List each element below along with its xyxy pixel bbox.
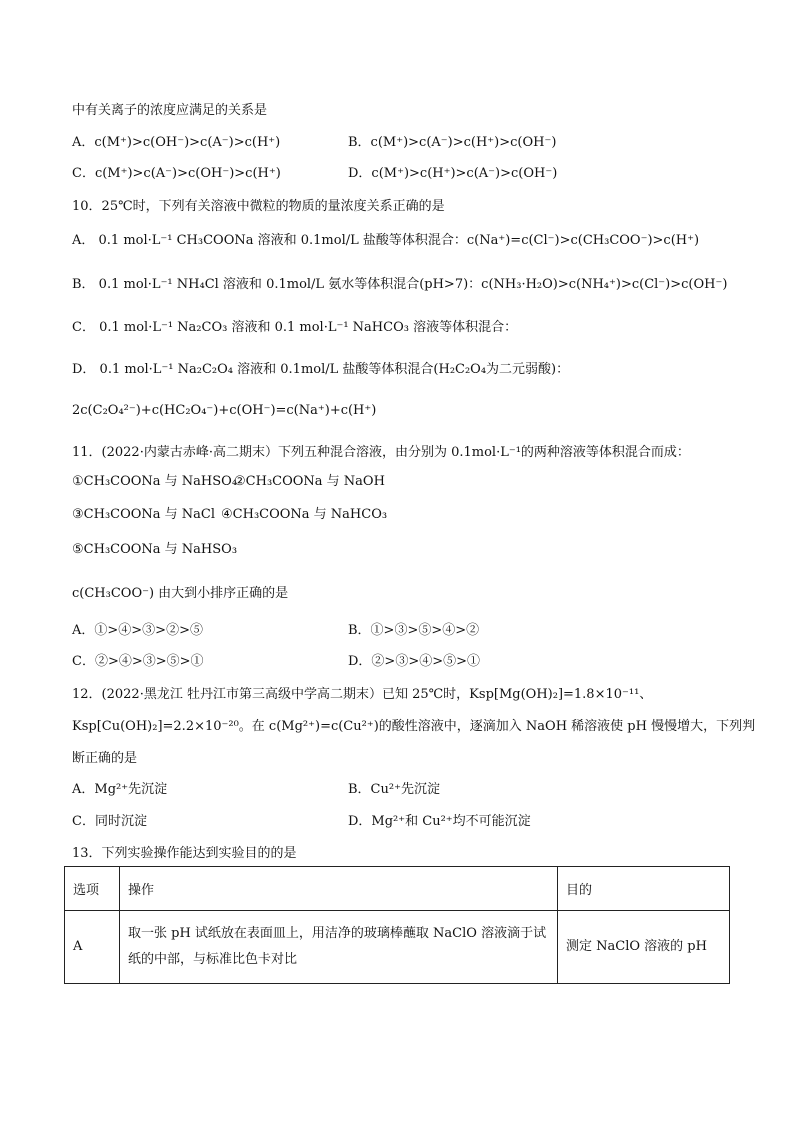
row-purpose: 测定 NaClO 溶液的 pH [558,911,730,984]
q12-option-a[interactable]: A．Mg²⁺先沉淀 [72,782,168,797]
q12-option-b[interactable]: B．Cu²⁺先沉淀 [348,782,440,797]
q11-option-b[interactable]: B．①>③>⑤>④>② [348,623,480,638]
q11-option-a[interactable]: A．①>④>③>②>⑤ [72,623,203,638]
q12-option-d[interactable]: D．Mg²⁺和 Cu²⁺均不可能沉淀 [348,814,531,829]
q9-option-a[interactable]: A．c(M⁺)>c(OH⁻)>c(A⁻)>c(H⁺) [72,135,281,150]
q11-item-5: ⑤CH₃COONa 与 NaHSO₃ [72,542,238,557]
question-12-stem-line2: Ksp[Cu(OH)₂]=2.2×10⁻²⁰。在 c(Mg²⁺)=c(Cu²⁺)的酸性溶液中，逐滴加入 NaOH 稀溶液使 pH 慢慢增大，下列判 [72,719,756,734]
q10-option-d-equation: 2c(C₂O₄²⁻)+c(HC₂O₄⁻)+c(OH⁻)=c(Na⁺)+c(H⁺) [72,403,377,418]
header-option: 选项 [65,867,120,911]
q12-option-c[interactable]: C．同时沉淀 [72,814,147,829]
q11-question: c(CH₃COO⁻) 由大到小排序正确的是 [72,586,289,601]
q13-table [64,866,730,984]
q11-item-4: ④CH₃COONa 与 NaHCO₃ [221,507,388,522]
q9-option-b[interactable]: B．c(M⁺)>c(A⁻)>c(H⁺)>c(OH⁻) [348,135,557,150]
question-12-stem-line1: 12．(2022·黑龙江 牡丹江市第三高级中学高二期末）已知 25℃时，Ksp[Mg(OH)₂]=1.8×10⁻¹¹、 [72,687,653,702]
row-option: A [65,911,120,984]
header-operation: 操作 [120,867,558,911]
q9-option-c[interactable]: C．c(M⁺)>c(A⁻)>c(OH⁻)>c(H⁺) [72,166,281,181]
question-11-stem: 11．(2022·内蒙古赤峰·高二期末）下列五种混合溶液，由分别为 0.1mol·L⁻¹的两种溶液等体积混合而成： [72,445,690,460]
q9-option-d[interactable]: D．c(M⁺)>c(H⁺)>c(A⁻)>c(OH⁻) [348,166,558,181]
question-10-stem: 10．25℃时，下列有关溶液中微粒的物质的量浓度关系正确的是 [72,199,445,214]
row-operation [120,911,558,984]
q11-item-1: ①CH₃COONa 与 NaHSO₄ [72,474,238,489]
table-header-row [65,867,730,911]
q10-option-b[interactable]: B． 0.1 mol·L⁻¹ NH₄Cl 溶液和 0.1mol/L 氨水等体积混合(pH>7)：c(NH₃·H₂O)>c(NH₄⁺)>c(Cl⁻)>c(OH⁻) [72,277,728,292]
table-row[interactable] [65,911,730,984]
q10-option-d[interactable]: D． 0.1 mol·L⁻¹ Na₂C₂O₄ 溶液和 0.1mol/L 盐酸等体积混合(H₂C₂O₄为二元弱酸)： [72,362,570,377]
row-operation-line1: 取一张 pH 试纸放在表面皿上，用洁净的玻璃棒蘸取 NaClO 溶液滴于试 [128,926,547,941]
q10-option-c[interactable]: C． 0.1 mol·L⁻¹ Na₂CO₃ 溶液和 0.1 mol·L⁻¹ NaHCO₃ 溶液等体积混合： [72,320,518,335]
q11-option-c[interactable]: C．②>④>③>⑤>① [72,654,204,669]
q10-option-a[interactable]: A． 0.1 mol·L⁻¹ CH₃COONa 溶液和 0.1mol/L 盐酸等体积混合：c(Na⁺)=c(Cl⁻)>c(CH₃COO⁻)>c(H⁺) [72,233,700,248]
question-13-stem: 13．下列实验操作能达到实验目的的是 [72,846,297,861]
header-purpose: 目的 [558,867,730,911]
q11-option-d[interactable]: D．②>③>④>⑤>① [348,654,480,669]
question-12-stem-line3: 断正确的是 [72,751,138,766]
question-9-stem-tail: 中有关离子的浓度应满足的关系是 [72,103,268,118]
q11-item-2: ②CH₃COONa 与 NaOH [234,474,385,489]
row-operation-line2: 纸的中部，与标准比色卡对比 [128,952,298,967]
q11-item-3: ③CH₃COONa 与 NaCl [72,507,216,522]
